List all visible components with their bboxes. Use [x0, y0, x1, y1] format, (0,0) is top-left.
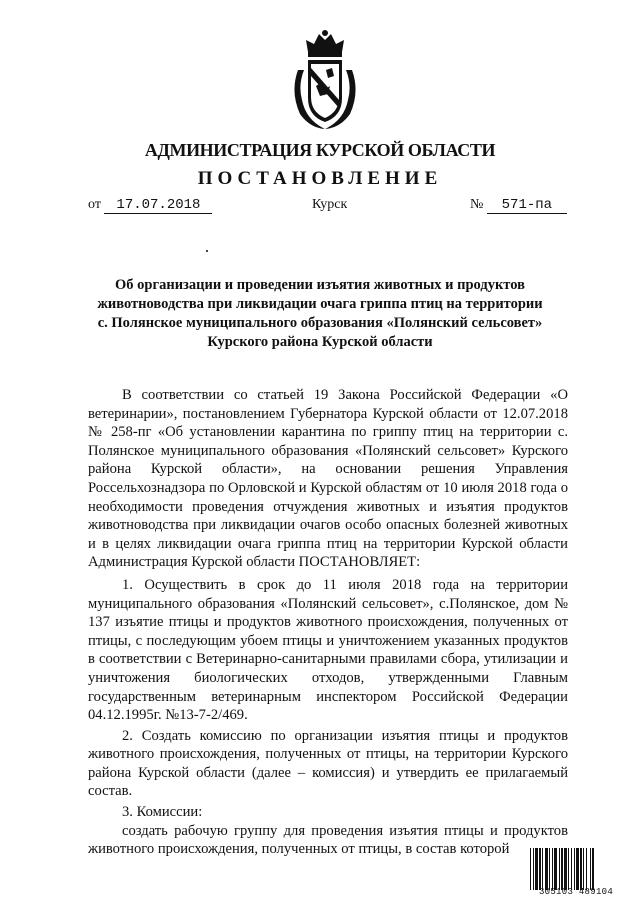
clause-1: 1. Осуществить в срок до 11 июля 2018 года на территории муниципального образования «Полянский сельсовет», с.Полянское, дом № 137 изъятие птицы и продуктов животного происхождения, полученных от птицы, с последующим убоем птицы и уничтожением указанных продуктов в соответствии с Ветеринарно-санитарными правилами сбора, утилизации и уничтожения биологических отходов, утвержденными Главным государственным ветеринарным инспектором Российской Федерации 04.12.1995г. №13-7-2/469. [88, 576, 568, 724]
agency-name: АДМИНИСТРАЦИЯ КУРСКОЙ ОБЛАСТИ [144, 140, 496, 160]
clause-2: 2. Создать комиссию по организации изъятия птицы и продуктов животного происхождения, полученных от птицы, на территории Курского района Курской области (далее – комиссия) и утвердить ее прилагаемый состав. [88, 727, 568, 800]
title-line: животноводства при ликвидации очага гриппа птиц на территории [97, 296, 543, 312]
clause-3: 3. Комиссии: [122, 804, 203, 821]
title-line: Об организации и проведении изъятия животных и продуктов [115, 277, 525, 293]
clause-3-text: создать рабочую группу для проведения изъятия птицы и продуктов животного происхождения, полученных от птицы, в состав которой [88, 822, 568, 858]
coat-of-arms-emblem [286, 30, 364, 130]
document-body [88, 386, 568, 859]
document-number [470, 197, 567, 214]
number-label: № [470, 197, 484, 212]
document-type: ПОСТАНОВЛЕНИЕ [197, 168, 443, 189]
barcode-number: 305103 489104 [538, 887, 614, 897]
number-value: 571-па [487, 197, 567, 214]
title-line: Курского района Курской области [207, 334, 433, 350]
preamble-paragraph: В соответствии со статьей 19 Закона Российской Федерации «О ветеринарии», постановлением Губернатора Курской области от 12.07.2018 № 258-пг «Об установлении карантина по гриппу птиц на территории с. Полянское муниципального образования «Полянский сельсовет» Курского района Курской области», на основании решения Управления Россельхознадзора по Орловской и Курской областям от 10 июля 2018 года о необходимости проведения отчуждения животных и изъятия продуктов животноводства при ликвидации очагов особо опасных болезней животных и в целях ликвидации очага гриппа птиц на территории Курской области Администрация Курской области ПОСТАНОВЛЯЕТ: [88, 387, 568, 571]
barcode [530, 848, 620, 890]
date-value: 17.07.2018 [104, 197, 212, 214]
document-date [88, 197, 212, 214]
title-line: с. Полянское муниципального образования «Полянский сельсовет» [97, 315, 543, 331]
date-label: от [88, 197, 101, 212]
stray-dot [206, 250, 208, 252]
document-title [60, 276, 580, 352]
city-name: Курск [312, 197, 348, 212]
